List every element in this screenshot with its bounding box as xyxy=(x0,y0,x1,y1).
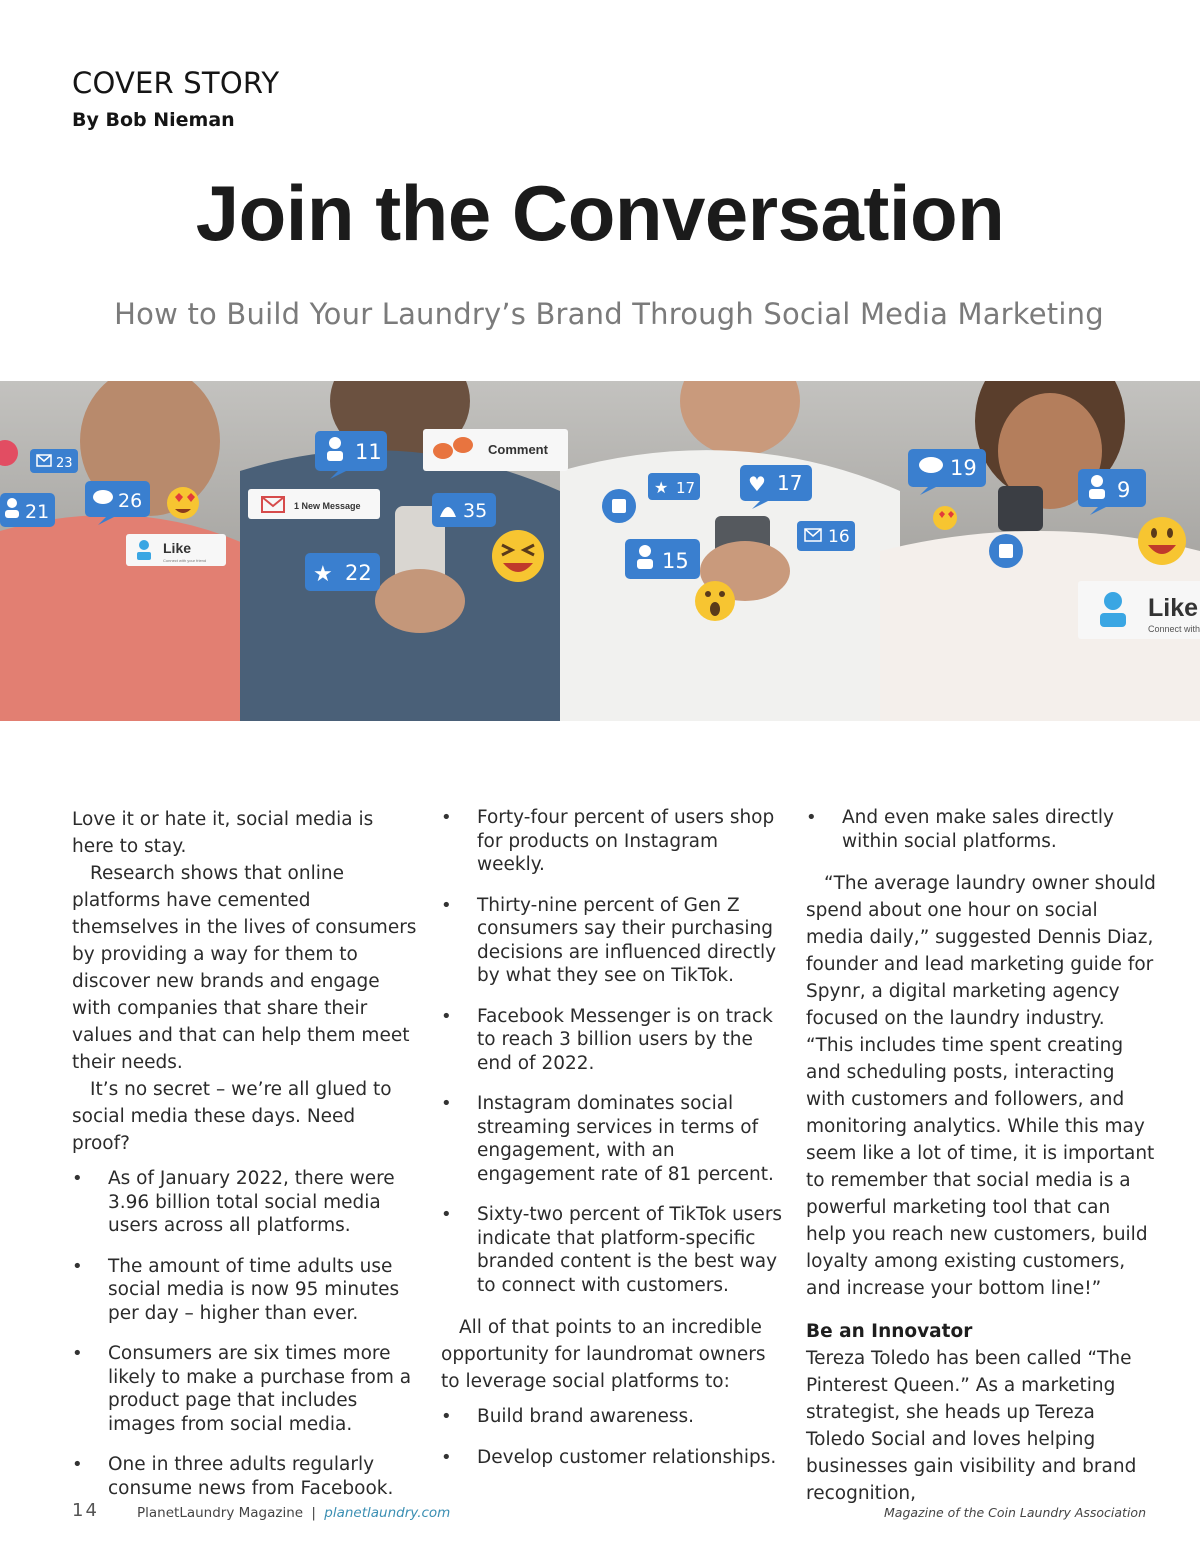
list-item: • One in three adults regularly consume news from Facebook. xyxy=(72,1453,417,1500)
bullet-list xyxy=(441,806,786,1297)
new-message-card xyxy=(248,489,380,519)
heart-icon: ♥ xyxy=(748,472,766,496)
like-label: Like xyxy=(163,540,192,556)
like-card-small xyxy=(126,534,226,566)
bubble-label: 23 xyxy=(56,456,73,471)
subheadline: How to Build Your Laundry’s Brand Through Social Media Marketing xyxy=(114,297,1104,331)
bubble-star-17 xyxy=(648,473,700,500)
headline: Join the Conversation xyxy=(195,169,1005,257)
paragraph: Research shows that online platforms have cemented themselves in the lives of consumers by providing a way for them to discover new brands and engage with companies that share their values and that can help them meet their needs. xyxy=(72,863,417,1073)
bubble-star-22 xyxy=(305,553,380,591)
list-item: • Facebook Messenger is on track to reach 3 billion users by the end of 2022. xyxy=(441,1005,786,1076)
like-card-large xyxy=(1078,581,1200,639)
new-message-label: 1 New Message xyxy=(294,501,361,511)
comment-card xyxy=(423,429,568,471)
bubble-user-15 xyxy=(625,539,700,579)
bubble-label: 19 xyxy=(950,456,977,480)
page-number: 14 xyxy=(72,1500,99,1521)
column-1 xyxy=(72,806,417,1517)
bubble-label: 15 xyxy=(662,549,689,573)
like-sublabel: Connect with xyxy=(1148,624,1200,634)
column-3 xyxy=(806,806,1156,1507)
list-item: • Thirty-nine percent of Gen Z consumers say their purchasing decisions are influenced directly by what they see on TikTok. xyxy=(441,894,786,988)
like-sublabel: Connect with your friend xyxy=(163,558,207,563)
list-item: • Develop customer relationships. xyxy=(441,1446,786,1470)
bubble-label: 35 xyxy=(463,500,488,522)
bubble-label: 17 xyxy=(676,479,696,497)
list-item: • Build brand awareness. xyxy=(441,1405,786,1429)
thumbs-up-icon xyxy=(602,489,636,523)
grinning-emoji-icon xyxy=(1138,517,1186,565)
bullet-list xyxy=(441,1405,786,1469)
magazine-credit xyxy=(137,1505,450,1521)
bubble-bell-35 xyxy=(432,493,496,527)
magazine-name: PlanetLaundry Magazine xyxy=(137,1505,304,1521)
bubble-mail-16 xyxy=(797,521,855,551)
bubble-mail-23 xyxy=(30,449,78,473)
association-credit: Magazine of the Coin Laundry Association xyxy=(884,1505,1146,1520)
surprised-emoji-icon xyxy=(695,581,735,621)
magazine-url-link[interactable]: planetlaundry.com xyxy=(324,1505,451,1521)
paragraph: Tereza Toledo has been called “The Pinterest Queen.” As a marketing strategist, she heads up Tereza Toledo Social and loves helping businesses gain visibility and brand recognition, xyxy=(806,1348,1137,1504)
laughing-emoji-icon xyxy=(492,530,544,582)
list-item: • Forty-four percent of users shop for products on Instagram weekly. xyxy=(441,806,786,877)
hero-image xyxy=(0,381,1200,721)
list-item: • Consumers are six times more likely to make a purchase from a product page that includes images from social media. xyxy=(72,1342,417,1436)
section-heading: Be an Innovator xyxy=(806,1321,973,1342)
thumbs-up-icon xyxy=(989,534,1023,568)
bubble-label: 26 xyxy=(118,490,143,512)
heart-eyes-emoji-icon xyxy=(167,487,199,519)
list-item: • As of January 2022, there were 3.96 billion total social media users across all platforms. xyxy=(72,1167,417,1238)
heart-eyes-emoji-icon xyxy=(933,506,957,530)
comment-label: Comment xyxy=(488,442,548,457)
list-item: • Sixty-two percent of TikTok users indicate that platform-specific branded content is the best way to connect with customers. xyxy=(441,1203,786,1297)
column-2 xyxy=(441,806,786,1486)
bubble-user-21 xyxy=(0,493,55,527)
list-item: • The amount of time adults use social media is now 95 minutes per day – higher than ever. xyxy=(72,1255,417,1326)
bubble-label: 22 xyxy=(345,561,372,585)
paragraph: All of that points to an incredible opportunity for laundromat owners to leverage social platforms to: xyxy=(441,1317,766,1392)
paragraph: Love it or hate it, social media is here to stay. xyxy=(72,809,374,857)
bubble-label: 9 xyxy=(1117,478,1131,502)
bubble-label: 11 xyxy=(355,440,382,464)
separator: | xyxy=(311,1505,316,1521)
bullet-list xyxy=(806,806,1156,853)
paragraph: “The average laundry owner should spend about one hour on social media daily,” suggested Dennis Diaz, founder and lead marketing guide for Spynr, a digital marketing agency focused on the laundry industry. “This includes time spent creating and scheduling posts, interacting with customers and followers, and monitoring analytics. While this may seem like a lot of time, it is important to remember that social media is a powerful marketing tool that can help you reach new customers, build loyalty among existing customers, and increase your bottom line!” xyxy=(806,873,1156,1299)
bubble-label: 17 xyxy=(777,471,803,495)
byline: By Bob Nieman xyxy=(72,109,235,131)
like-label: Like xyxy=(1148,594,1199,622)
bubble-label: 21 xyxy=(25,501,50,523)
section-label: COVER STORY xyxy=(72,66,280,100)
star-icon: ★ xyxy=(313,562,333,587)
list-item: • And even make sales directly within social platforms. xyxy=(806,806,1156,853)
bubble-label: 16 xyxy=(828,527,850,547)
list-item: • Instagram dominates social streaming services in terms of engagement, with an engagement rate of 81 percent. xyxy=(441,1092,786,1186)
star-icon: ★ xyxy=(654,478,669,497)
paragraph: It’s no secret – we’re all glued to social media these days. Need proof? xyxy=(72,1079,392,1154)
bullet-list xyxy=(72,1167,417,1500)
